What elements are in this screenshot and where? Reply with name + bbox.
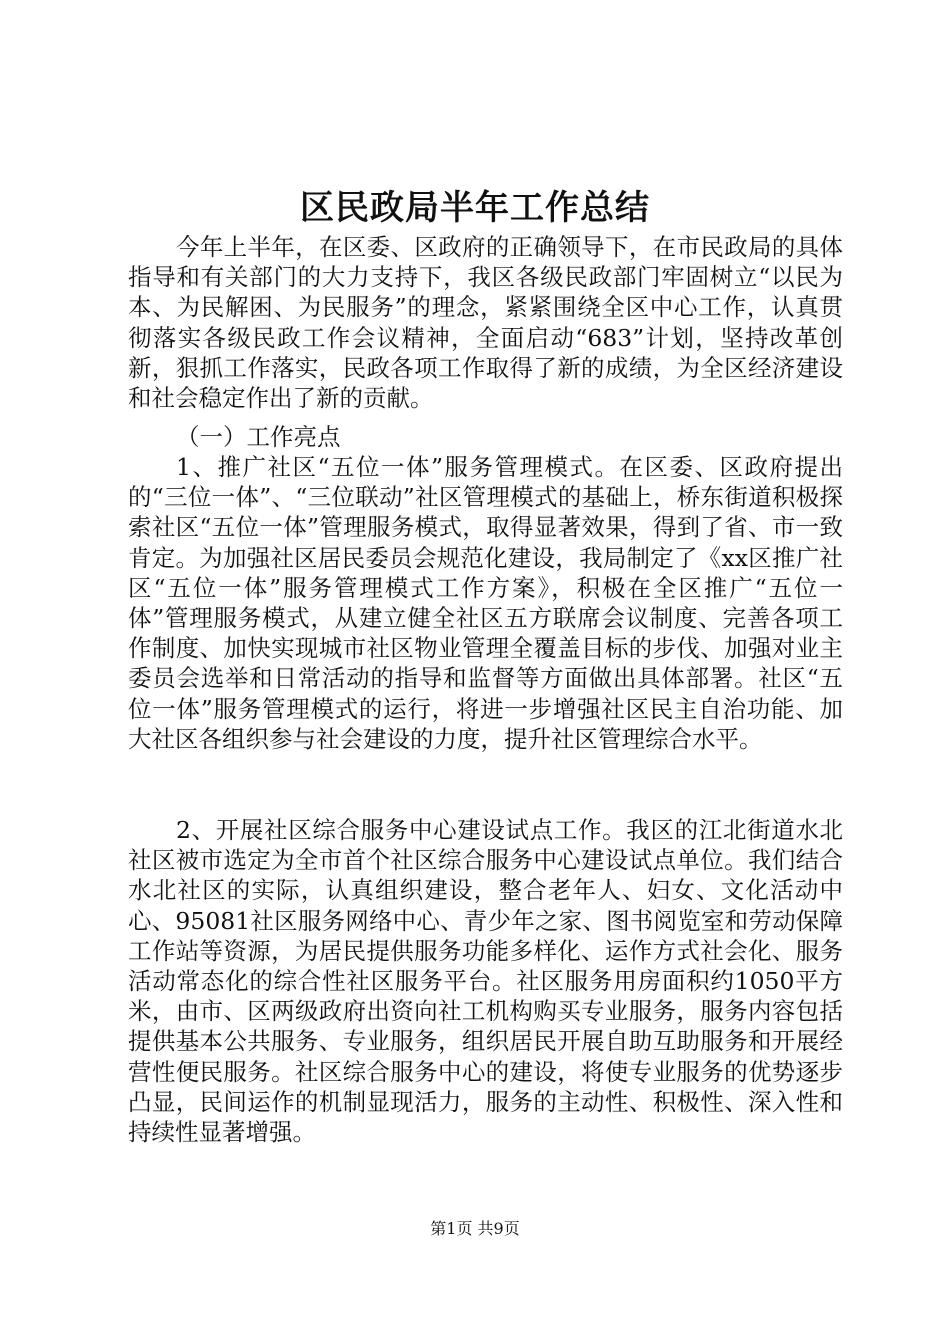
page-footer: 第1页 共9页 [430,1219,520,1238]
item-2-paragraph: 2、开展社区综合服务中心建设试点工作。我区的江北街道水北社区被市选定为全市首个社区综合服务中心建设试点单位。我们结合水北社区的实际，认真组织建设，整合老年人、妇女、文化活动中心、95081社区服务网络中心、青少年之家、图书阅览室和劳动保障工作站等资源，为居民提供服务功能多样化、运作方式社会化、服务活动常态化的综合性社区服务平台。社区服务用房面积约1050平方米，由市、区两级政府出资向社工机构购买专业服务，服务内容包括提供基本公共服务、专业服务，组织居民开展自助互助服务和开展经营性便民服务。社区综合服务中心的建设，将使专业服务的优势逐步凸显，民间运作的机制显现活力，服务的主动性、积极性、深入性和持续性显著增强。 [128,816,843,1147]
item-1-paragraph: 1、推广社区“五位一体”服务管理模式。在区委、区政府提出的“三位一体”、“三位联动”社区管理模式的基础上，桥东街道积极探索社区“五位一体”管理服务模式，取得显著效果，得到了省、市一致肯定。为加强社区居民委员会规范化建设，我局制定了《xx区推广社区“五位一体”服务管理模式工作方案》，积极在全区推广“五位一体”管理服务模式，从建立健全社区五方联席会议制度、完善各项工作制度、加快实现城市社区物业管理全覆盖目标的步伐、加强对业主委员会选举和日常活动的指导和监督等方面做出具体部署。社区“五位一体”服务管理模式的运行，将进一步增强社区民主自治功能、加大社区各组织参与社会建设的力度，提升社区管理综合水平。 [128,453,843,753]
document-title: 区民政局半年工作总结 [300,188,650,228]
intro-paragraph: 今年上半年，在区委、区政府的正确领导下，在市民政局的具体指导和有关部门的大力支持下，我区各级民政部门牢固树立“以民为本、为民解困、为民服务”的理念，紧紧围绕全区中心工作，认真贯彻落实各级民政工作会议精神，全面启动“683”计划，坚持改革创新，狠抓工作落实，民政各项工作取得了新的成绩，为全区经济建设和社会稳定作出了新的贡献。 [128,233,843,413]
section-heading: （一）工作亮点 [176,423,341,451]
